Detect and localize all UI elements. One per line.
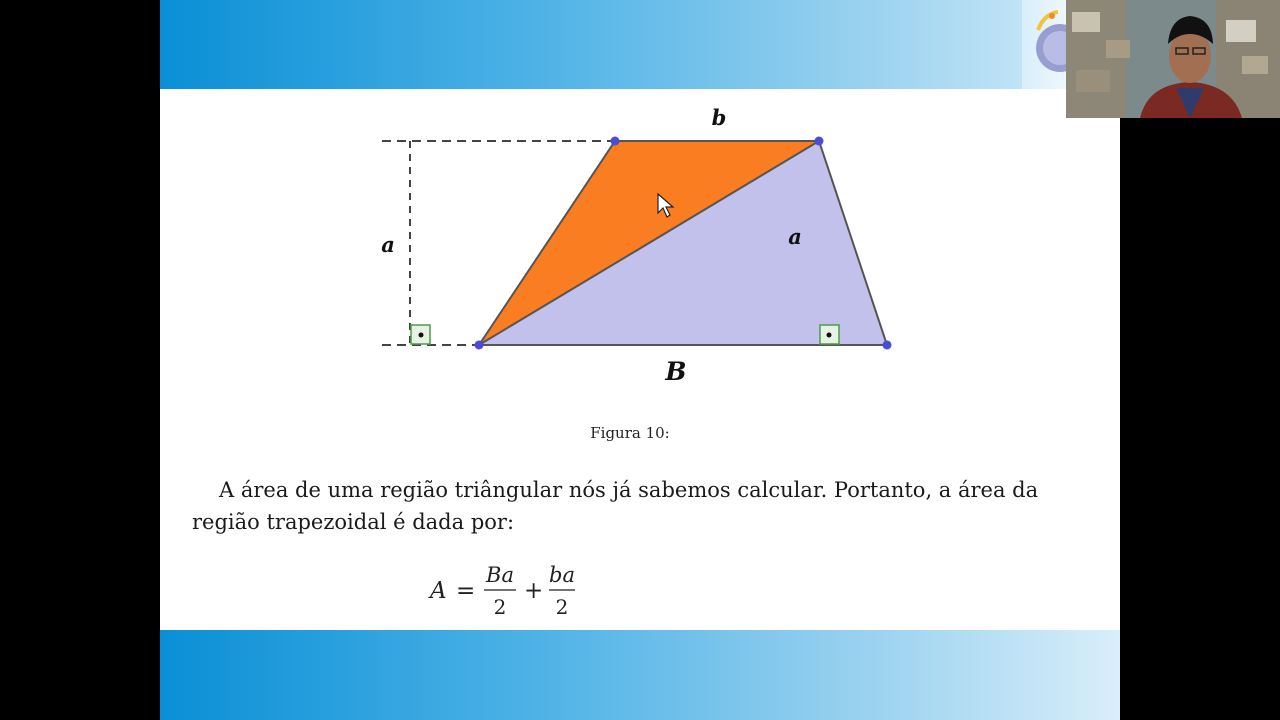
footer-band <box>160 630 1120 720</box>
label-a-left: a <box>381 232 395 257</box>
formula-plus: + <box>524 578 544 604</box>
slide <box>160 0 1120 720</box>
logo-emblem <box>1022 0 1066 89</box>
right-angle-marker-right <box>820 325 839 344</box>
label-b: b <box>711 105 727 130</box>
paragraph: A área de uma região triângular nós já sabemos calcular. Portanto, a área da região trapezoidal é dada por: <box>192 478 1039 534</box>
logo <box>1022 0 1066 89</box>
area-formula <box>428 558 628 624</box>
label-a-right: a <box>788 224 802 249</box>
right-angle-marker-left <box>411 325 430 344</box>
presenter-webcam <box>1066 0 1280 118</box>
vertex-bottom-right <box>883 341 892 350</box>
webcam-feed <box>1066 0 1280 118</box>
label-B: B <box>665 357 687 386</box>
vertex-top-left <box>611 137 620 146</box>
trapezoid-figure <box>160 0 1120 420</box>
vertex-top-right <box>815 137 824 146</box>
formula-lhs: A <box>430 578 447 604</box>
fraction1-numerator: Ba <box>486 563 514 587</box>
figure-caption: Figura 10: <box>590 424 670 442</box>
fraction2-denominator: 2 <box>555 595 569 619</box>
vertex-bottom-left <box>475 341 484 350</box>
fraction2-numerator: ba <box>549 563 575 587</box>
formula-equals: = <box>456 578 476 604</box>
fraction1-denominator: 2 <box>493 595 507 619</box>
